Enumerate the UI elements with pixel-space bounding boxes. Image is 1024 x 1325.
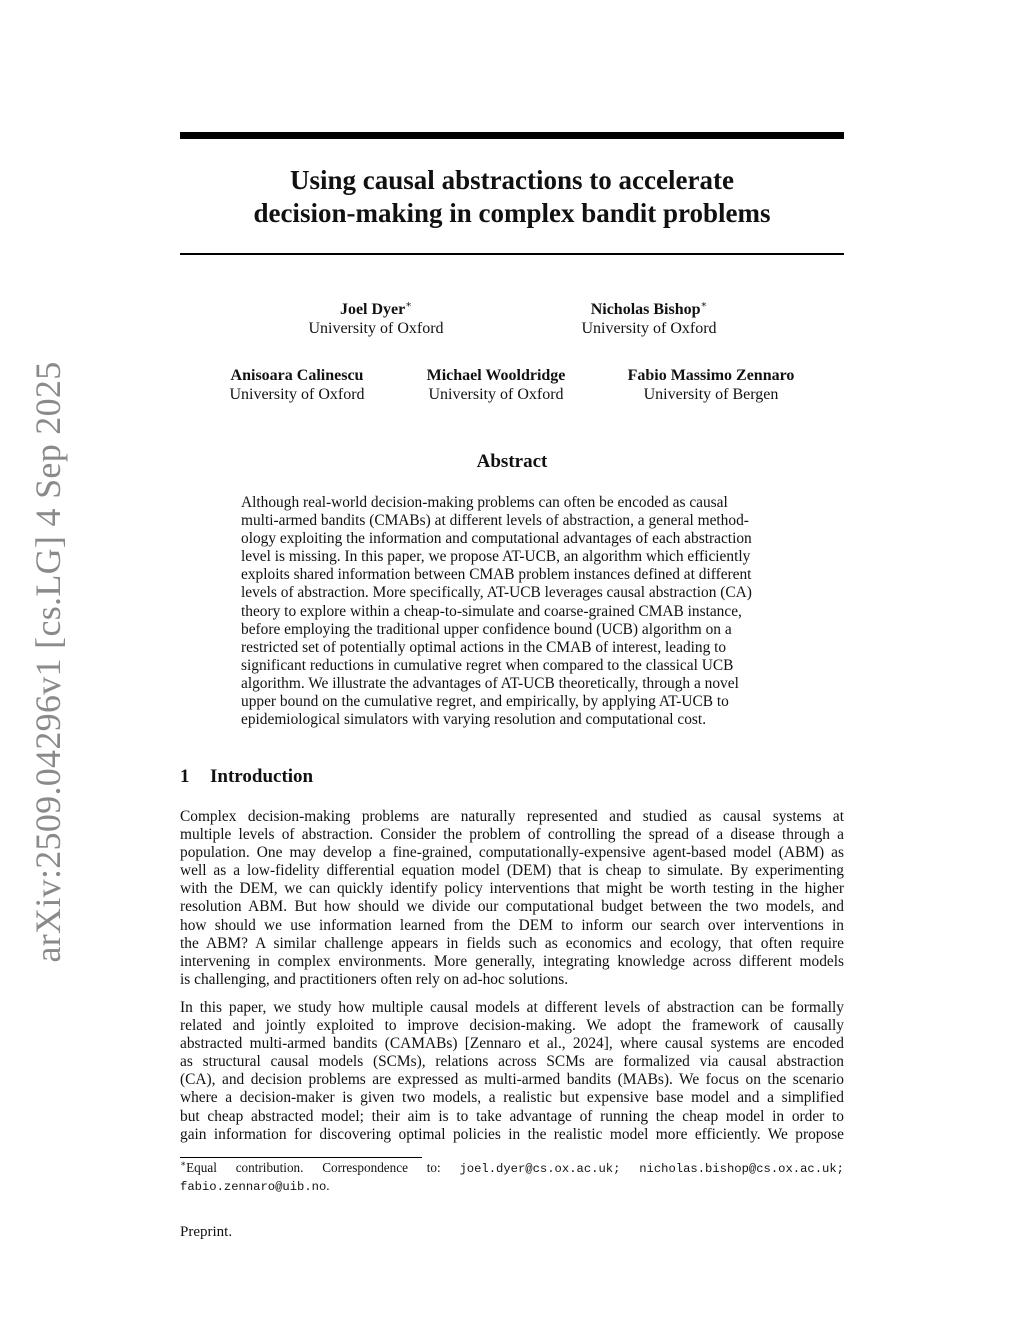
author-name: Anisoara Calinescu: [230, 367, 364, 384]
title-line-2: decision-making in complex bandit problems: [253, 198, 771, 228]
abstract-line: ology exploiting the information and computational advantages of each abstraction: [241, 530, 752, 548]
author-affiliation: University of Bergen: [643, 386, 779, 403]
title-rule-top: [180, 132, 844, 139]
abstract-line: significant reductions in cumulative regret when compared to the classical UCB: [241, 656, 734, 674]
author-block: [581, 300, 716, 338]
introduction-paragraph-2: [180, 999, 844, 1144]
abstract-line: epidemiological simulators with varying resolution and computational cost.: [241, 711, 707, 729]
preprint-label: Preprint.: [180, 1224, 233, 1240]
author-name: Nicholas Bishop: [590, 301, 701, 318]
footnote-text: Equal contribution. Correspondence to:: [186, 1160, 441, 1175]
author-affiliation: University of Oxford: [581, 320, 717, 337]
paragraph-line: intervening in complex environments. More generally, integrating knowledge across different models: [180, 952, 844, 970]
footnote-rule: [180, 1157, 422, 1158]
abstract-line: level is missing. In this paper, we propose AT-UCB, an algorithm which efficiently: [241, 548, 751, 566]
abstract-line: multi-armed bandits (CMABs) at different levels of abstraction, a general method-: [241, 512, 749, 530]
abstract-heading: Abstract: [476, 451, 548, 472]
author-affiliation: University of Oxford: [428, 386, 564, 403]
paragraph-line: is challenging, and practitioners often rely on ad-hoc solutions.: [180, 970, 569, 988]
author-affiliation: University of Oxford: [308, 320, 444, 337]
footnote-line: [180, 1177, 844, 1195]
footnote-end: .: [326, 1178, 330, 1193]
paper-title: [180, 164, 844, 230]
author-name: Joel Dyer: [339, 301, 406, 318]
abstract-body: [241, 494, 783, 729]
abstract-line: algorithm. We illustrate the advantages of AT-UCB theoretically, through a novel: [241, 674, 739, 692]
footnote-line: [180, 1159, 844, 1177]
abstract-line: exploits shared information between CMAB problem instances defined at different: [241, 566, 752, 584]
author-block: [229, 366, 364, 404]
paragraph-line: population. One may develop a fine-grained, computationally-expensive agent-based model (ABM) as: [180, 844, 844, 862]
paragraph-line: how should we use information learned from the DEM to inform our search over interventions in: [180, 916, 844, 934]
paragraph-line: related and jointly exploited to improve decision-making. We adopt the framework of causally: [180, 1017, 844, 1035]
title-rule-bottom: [180, 253, 844, 255]
abstract-line: restricted set of potentially optimal actions in the CMAB of interest, leading to: [241, 638, 727, 656]
title-line-1: Using causal abstractions to accelerate: [290, 165, 734, 195]
paragraph-line: abstracted multi-armed bandits (CAMABs) [Zennaro et al., 2024], where causal systems are encoded: [180, 1035, 844, 1053]
section-heading: [180, 766, 313, 788]
paragraph-line: In this paper, we study how multiple causal models at different levels of abstraction can be formally: [180, 999, 844, 1016]
author-block: [427, 366, 566, 404]
abstract-line: before employing the traditional upper confidence bound (UCB) algorithm on a: [241, 620, 732, 638]
paragraph-line: where a decision-maker is given two models, a realistic but expensive base model and a simplified: [180, 1089, 844, 1107]
paragraph-line: but cheap abstracted model; their aim is to take advantage of running the cheap model in order to: [180, 1107, 844, 1125]
footnote-mark: ∗: [180, 1158, 187, 1169]
email-link[interactable]: fabio.zennaro@uib.no: [180, 1180, 327, 1194]
email-link[interactable]: joel.dyer@cs.ox.ac.uk;: [459, 1162, 621, 1176]
section-number: 1: [180, 766, 190, 787]
arxiv-identifier: arXiv:2509.04296v1 [cs.LG] 4 Sep 2025: [28, 361, 68, 963]
abstract-line: upper bound on the cumulative regret, and empirically, by applying AT-UCB to: [241, 693, 729, 711]
abstract-line: levels of abstraction. More specifically, AT-UCB leverages causal abstraction (CA): [241, 584, 752, 602]
paragraph-line: well as a low-fidelity differential equation model (DEM) that is cheap to simulate. By experimenting: [180, 862, 844, 880]
introduction-paragraph-1: [180, 808, 844, 989]
section-title: Introduction: [210, 766, 314, 787]
abstract-line: Although real-world decision-making problems can often be encoded as causal: [241, 494, 728, 511]
author-block: [628, 366, 795, 404]
abstract-line: theory to explore within a cheap-to-simulate and coarse-grained CMAB instance,: [241, 602, 742, 620]
paragraph-line: the ABM? A similar challenge appears in fields such as economics and ecology, that often require: [180, 934, 844, 952]
author-name: Fabio Massimo Zennaro: [627, 367, 795, 384]
paragraph-line: resolution ABM. But how should we divide our computational budget between the two models, and: [180, 898, 844, 916]
email-link[interactable]: nicholas.bishop@cs.ox.ac.uk;: [639, 1162, 844, 1176]
paragraph-line: Complex decision-making problems are naturally represented and studied as causal systems at: [180, 808, 844, 825]
equal-contribution-mark: ∗: [405, 299, 413, 311]
paragraph-line: multiple levels of abstraction. Consider the problem of controlling the spread of a disease through a: [180, 826, 844, 844]
paragraph-line: (CA), and decision problems are expressed as multi-armed bandits (MABs). We focus on the scenario: [180, 1071, 844, 1089]
paragraph-line: as structural causal models (SCMs), relations across SCMs are formalized via causal abstraction: [180, 1053, 844, 1071]
paragraph-line: with the DEM, we can quickly identify policy interventions that might be worth testing in the higher: [180, 880, 844, 898]
paragraph-line: gain information for discovering optimal policies in the realistic model more efficiently. We propose: [180, 1125, 844, 1143]
footnote: [180, 1159, 844, 1195]
equal-contribution-mark: ∗: [700, 299, 708, 311]
author-name: Michael Wooldridge: [426, 367, 566, 384]
author-block: [308, 300, 443, 338]
author-affiliation: University of Oxford: [229, 386, 365, 403]
